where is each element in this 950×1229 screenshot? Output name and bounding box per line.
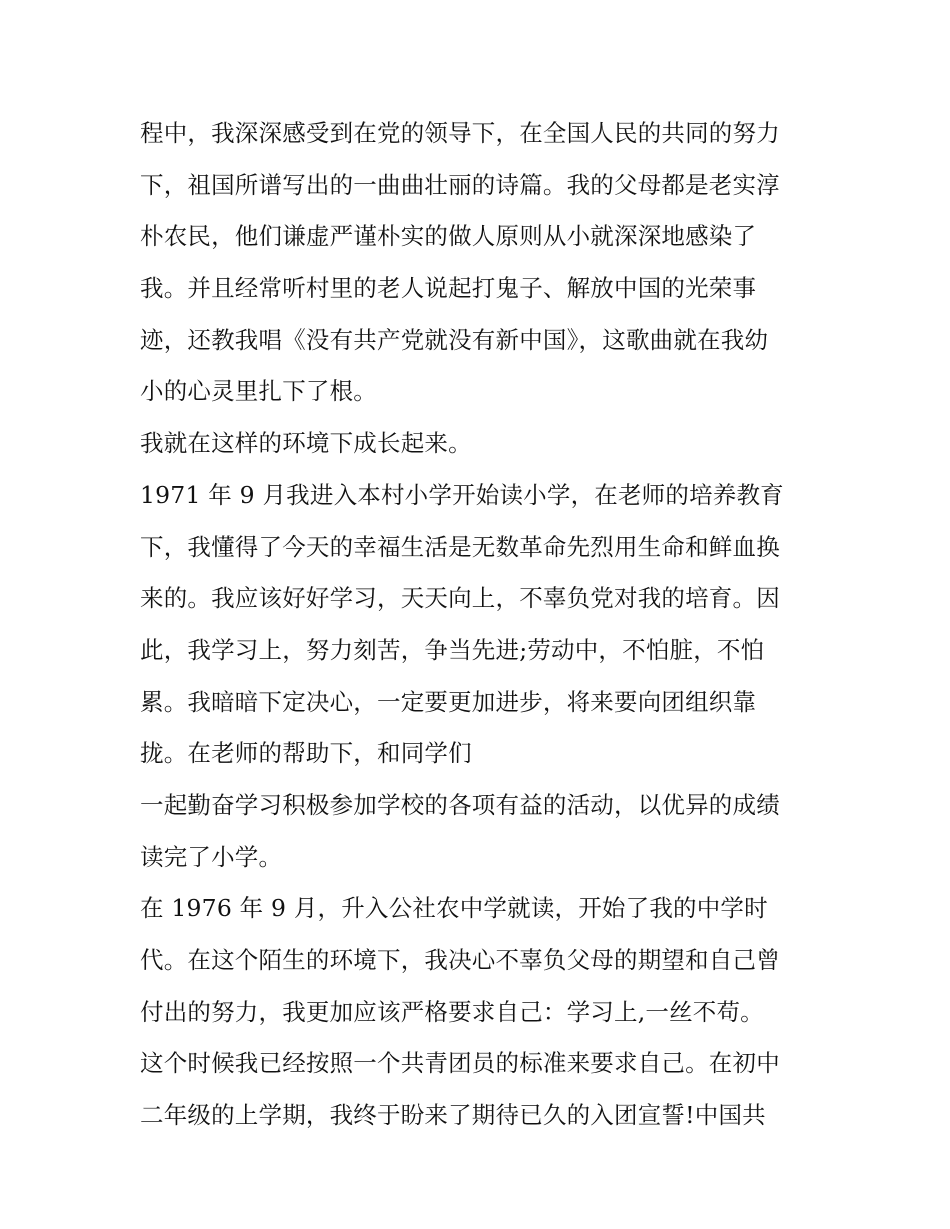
text-line-15: 读完了小学。 <box>140 842 283 871</box>
text-line-20: 二年级的上学期，我终于盼来了期待已久的入团宣誓!中国共 <box>140 1101 766 1130</box>
text-line-11: 此，我学习上，努力刻苦，争当先进;劳动中，不怕脏，不怕 <box>140 635 765 664</box>
text-line-8: 1971 年 9 月我进入本村小学开始读小学，在老师的培养教育 <box>140 480 784 509</box>
text-line-5: 迹，还教我唱《没有共产党就没有新中国》，这歌曲就在我幼 <box>140 325 769 354</box>
text-line-18: 付出的努力，我更加应该严格要求自己：学习上,一丝不苟。 <box>140 997 764 1026</box>
body-text <box>140 108 820 1142</box>
text-line-6: 小的心灵里扎下了根。 <box>140 377 377 406</box>
text-line-7: 我就在这样的环境下成长起来。 <box>140 429 472 458</box>
text-line-19: 这个时候我已经按照一个共青团员的标准来要求自己。在初中 <box>140 1049 780 1078</box>
text-line-1: 程中，我深深感受到在党的领导下，在全国人民的共同的努力 <box>140 119 780 147</box>
text-line-10: 来的。我应该好好学习，天天向上，不辜负党对我的培育。因 <box>140 584 780 613</box>
text-line-2: 下，祖国所谱写出的一曲曲壮丽的诗篇。我的父母都是老实淳 <box>140 170 780 199</box>
text-line-13: 拢。在老师的帮助下，和同学们 <box>140 739 472 768</box>
text-line-12: 累。我暗暗下定决心，一定要更加进步，将来要向团组织靠 <box>140 687 757 716</box>
text-line-14: 一起勤奋学习积极参加学校的各项有益的活动，以优异的成绩 <box>140 790 780 819</box>
text-line-4: 我。并且经常听村里的老人说起打鬼子、解放中国的光荣事 <box>140 274 757 303</box>
text-line-17: 代。在这个陌生的环境下，我决心不辜负父母的期望和自己曾 <box>140 946 780 974</box>
text-line-16: 在 1976 年 9 月，升入公社农中学就读，开始了我的中学时 <box>140 894 768 923</box>
text-line-3: 朴农民，他们谦虚严谨朴实的做人原则从小就深深地感染了 <box>140 222 757 251</box>
text-line-9: 下，我懂得了今天的幸福生活是无数革命先烈用生命和鲜血换 <box>140 532 780 561</box>
